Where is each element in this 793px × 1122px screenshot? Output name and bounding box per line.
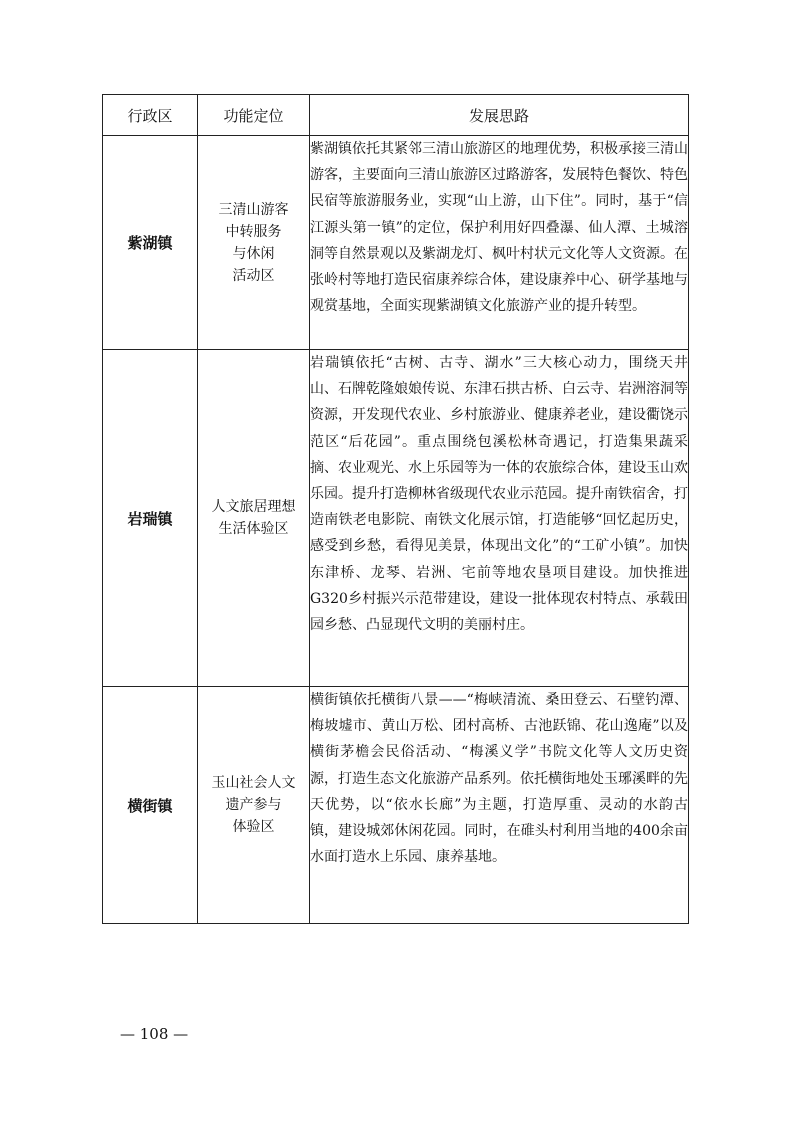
function-line: 三清山游客 [218,201,289,218]
district-cell: 岩瑞镇 [103,350,198,687]
header-development: 发展思路 [310,95,689,136]
table-row [103,136,689,350]
header-function: 功能定位 [198,95,310,136]
district-cell: 横街镇 [103,687,198,924]
function-line: 玉山社会人文 [211,775,296,791]
table-row [103,350,689,687]
description-cell: 岩瑞镇依托“古树、古寺、湖水”三大核心动力，围绕天井山、石牌乾隆娘娘传说、东津石拱古桥、白云寺、岩洲溶洞等资源，开发现代农业、乡村旅游业、健康养老业，建设衢饶示范区“后花园”。重点围绕包溪松林奇遇记，打造集果蔬采摘、农业观光、水上乐园等为一体的农旅综合体，建设玉山欢乐园。提升打造柳林省级现代农业示范园。提升南铁宿舍，打造南铁老电影院、南铁文化展示馆，打造能够“回忆起历史，感受到乡愁，看得见美景，体现出文化”的“工矿小镇”。加快东津桥、龙琴、岩洲、宅前等地农垦项目建设。加快推进G320乡村振兴示范带建设，建设一批体现农村特点、承载田园乡愁、凸显现代文明的美丽村庄。 [310,350,689,687]
district-cell: 紫湖镇 [103,136,198,350]
function-line: 中转服务 [225,223,282,240]
function-cell [198,687,310,924]
table-header-row [103,95,689,136]
function-line: 与休闲 [232,245,275,262]
function-line: 人文旅居理想 [211,499,296,515]
function-line: 活动区 [232,267,275,284]
description-cell: 紫湖镇依托其紧邻三清山旅游区的地理优势，积极承接三清山游客，主要面向三清山旅游区过路游客，发展特色餐饮、特色民宿等旅游服务业，实现“山上游，山下住”。同时，基于“信江源头第一镇”的定位，保护利用好四叠瀑、仙人潭、土城溶洞等自然景观以及紫湖龙灯、枫叶村状元文化等人文资源。在张岭村等地打造民宿康养综合体，建设康养中心、研学基地与观赏基地，全面实现紫湖镇文化旅游产业的提升转型。 [310,136,689,350]
function-line: 遗产参与 [225,797,282,813]
page-number: — 108 — [120,1025,189,1043]
function-line: 生活体验区 [218,521,289,537]
table-row [103,687,689,924]
description-cell: 横街镇依托横街八景——“梅峡清流、桑田登云、石壁钓潭、梅坡墟市、黄山万松、团村高桥、古池跃锦、花山逸庵”以及横街茅檐会民俗活动、“梅溪义学”书院文化等人文历史资源，打造生态文化旅游产品系列。依托横街地处玉琊溪畔的先天优势，以“依水长廊”为主题，打造厚重、灵动的水韵古镇，建设城郊休闲花园。同时，在碓头村利用当地的400余亩水面打造水上乐园、康养基地。 [310,687,689,924]
function-cell [198,350,310,687]
function-cell [198,136,310,350]
development-table [102,94,689,924]
header-district: 行政区 [103,95,198,136]
function-line: 体验区 [232,819,275,835]
